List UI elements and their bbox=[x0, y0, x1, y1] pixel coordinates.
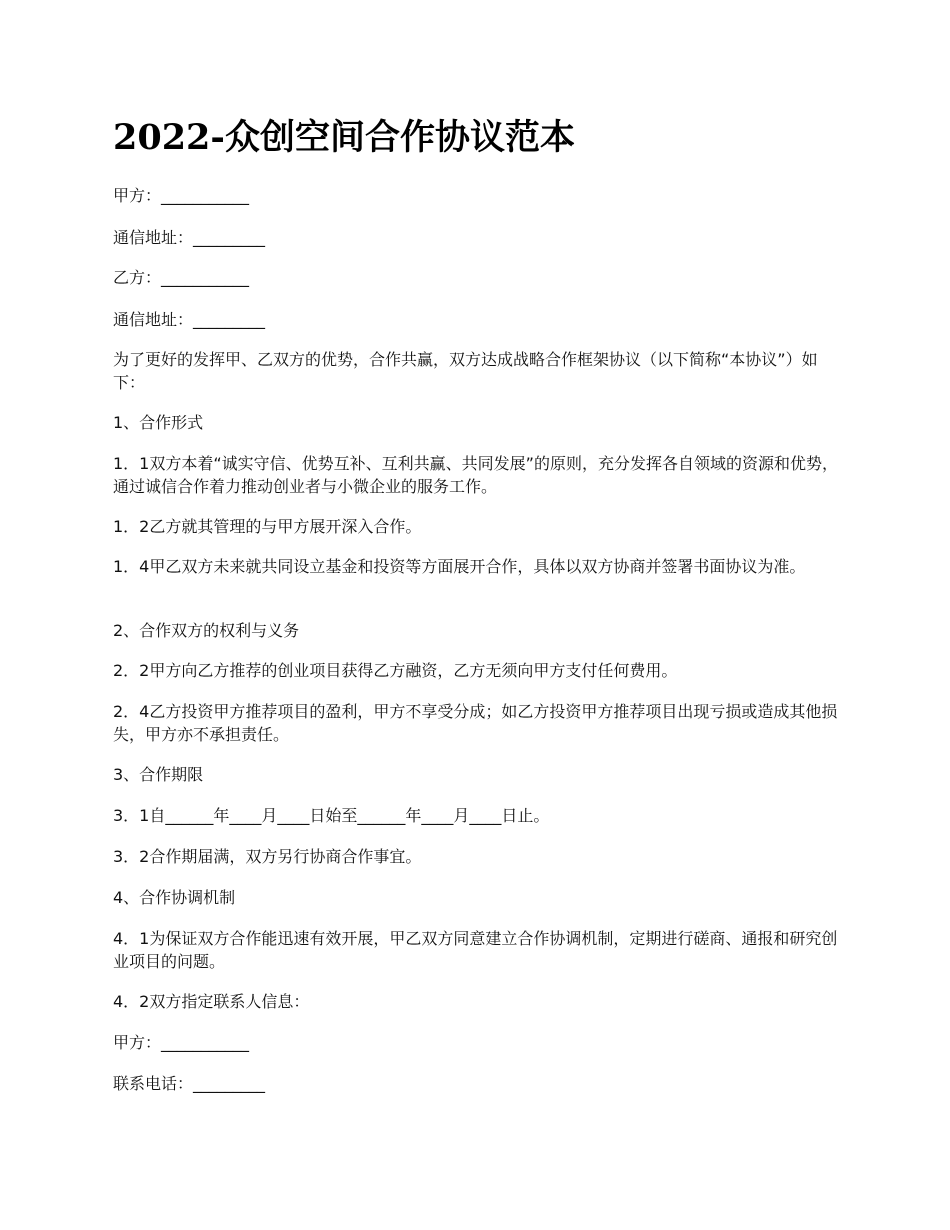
clause-3-1: 3．1自______年____月____日始至______年____月____日止。 bbox=[113, 806, 550, 825]
clause-1-1: 1．1双方本着“诚实守信、优势互补、互利共赢、共同发展”的原则，充分发挥各自领域的资源和优势，通过诚信合作着力推动创业者与小微企业的服务工作。 bbox=[113, 454, 838, 496]
party-a-address-field: 通信地址：_________ bbox=[113, 228, 266, 247]
section-heading-2: 2、合作双方的权利与义务 bbox=[113, 621, 300, 640]
clause-2-2: 2．2甲方向乙方推荐的创业项目获得乙方融资，乙方无须向甲方支付任何费用。 bbox=[113, 661, 678, 680]
document-title: 2022-众创空间合作协议范本 bbox=[113, 117, 575, 158]
party-b-address-field: 通信地址：_________ bbox=[113, 310, 266, 329]
clause-3-2: 3．2合作期届满，双方另行协商合作事宜。 bbox=[113, 847, 422, 866]
clause-1-2: 1．2乙方就其管理的与甲方展开深入合作。 bbox=[113, 517, 422, 536]
section-heading-1: 1、合作形式 bbox=[113, 413, 204, 432]
contact-party-a-field: 甲方：___________ bbox=[113, 1033, 250, 1052]
party-a-field: 甲方：___________ bbox=[113, 186, 250, 205]
party-b-field: 乙方：___________ bbox=[113, 268, 250, 287]
clause-4-1: 4．1为保证双方合作能迅速有效开展，甲乙双方同意建立合作协调机制，定期进行磋商、通报和研究创业项目的问题。 bbox=[113, 929, 838, 971]
section-heading-4: 4、合作协调机制 bbox=[113, 888, 236, 907]
clause-2-4: 2．4乙方投资甲方推荐项目的盈利，甲方不享受分成；如乙方投资甲方推荐项目出现亏损或造成其他损失，甲方亦不承担责任。 bbox=[113, 702, 838, 744]
clause-1-4: 1．4甲乙双方未来就共同设立基金和投资等方面展开合作，具体以双方协商并签署书面协议为准。 bbox=[113, 557, 806, 576]
intro-paragraph: 为了更好的发挥甲、乙双方的优势，合作共赢，双方达成战略合作框架协议（以下简称“本协议”）如下： bbox=[113, 350, 818, 392]
section-heading-3: 3、合作期限 bbox=[113, 765, 204, 784]
contact-phone-field: 联系电话：_________ bbox=[113, 1074, 266, 1093]
clause-4-2: 4．2双方指定联系人信息： bbox=[113, 992, 310, 1011]
